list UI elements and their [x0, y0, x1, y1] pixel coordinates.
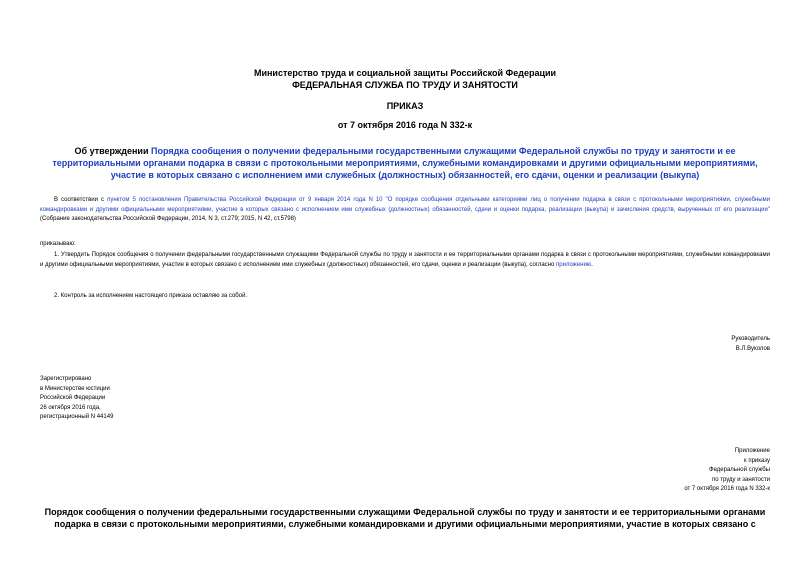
order-word: приказываю:	[40, 241, 76, 247]
appendix-line-5: от 7 октября 2016 года N 332-к	[684, 486, 770, 492]
preamble-prefix: В соответствии с	[54, 197, 108, 203]
registration-block	[40, 375, 113, 423]
signer-position: Руководитель	[731, 336, 770, 342]
title-link[interactable]: Порядка сообщения о получении федеральными государственными служащими Федеральной службы по труду и занятости и ее территориальными органами подарка в связи с протокольными мероприятиями, служебными командировками и другими официальными мероприятиями, участие в которых связано с исполнением ими служебных (должностных) обязанностей, его сдачи, оценки и реализации (выкупа)	[52, 146, 758, 180]
service-name: ФЕДЕРАЛЬНАЯ СЛУЖБА ПО ТРУДУ И ЗАНЯТОСТИ	[292, 80, 518, 90]
clause-1-text: 1. Утвердить Порядок сообщения о получении федеральными государственными служащими Федеральной службы по труду и занятости и ее территориальными органами подарка в связи с протокольными мероприятиями, служебными командировками и другими официальными мероприятиями, участие в которых связано с исполнением ими служебных (должностных) обязанностей, его сдачи, оценки и реализации (выкупа), согласно	[40, 252, 770, 268]
signer-block	[731, 335, 770, 354]
preamble-paragraph	[40, 196, 770, 225]
order-title-line-2: подарка в связи с протокольными мероприятиями, служебными командировками и другими официальными мероприятиями, участие в которых связано с	[54, 519, 756, 529]
document-date: от 7 октября 2016 года N 332-к	[337, 120, 473, 130]
order-title	[40, 506, 770, 530]
registration-line-2: в Министерстве юстиции	[40, 385, 110, 392]
ministry-name: Министерство труда и социальной защиты Российской Федерации	[253, 68, 557, 78]
document-type: ПРИКАЗ	[386, 101, 424, 111]
appendix-block	[684, 447, 770, 495]
appendix-line-4: по труду и занятости	[711, 476, 770, 483]
clause-1-end: .	[591, 261, 593, 268]
registration-line-1: Зарегистрировано	[40, 376, 92, 382]
appendix-line-3: Федеральной службы	[709, 467, 770, 473]
registration-line-3: Российской Федерации	[40, 395, 106, 401]
registration-line-5: регистрационный N 44149	[40, 414, 114, 420]
registration-line-4: 26 октября 2016 года,	[40, 404, 101, 411]
preamble-suffix: (Собрание законодательства Российской Федерации, 2014, N 3, ст.279; 2015, N 42, ст.5798)	[40, 216, 296, 222]
document-header	[40, 67, 770, 91]
appendix-line-2: к приказу	[744, 457, 770, 464]
decree-link[interactable]: пунктом 5 постановления Правительства Российской Федерации от 9 января 2014 года N 10 "О порядке сообщения отдельными категориями лиц о получении подарка в связи с протокольными мероприятиями, служебными командировками и другими официальными мероприятиями, участие в которых связано с исполнением ими служебных (должностных) обязанностей, сдачи и оценки подарка, реализации (выкупа) и зачисления средств, вырученных от его реализации"	[40, 197, 770, 213]
document-title	[40, 145, 770, 181]
appendix-line-1: Приложение	[734, 448, 770, 454]
clause-2: 2. Контроль за исполнением настоящего приказа оставляю за собой.	[54, 293, 248, 299]
order-title-line-1: Порядок сообщения о получении федеральными государственными служащими Федеральной службы по труду и занятости и ее территориальными органами	[44, 507, 766, 517]
title-prefix: Об утверждении	[74, 146, 151, 156]
signer-name: В.Л.Вуколов	[735, 345, 770, 352]
clause-1	[40, 251, 770, 270]
appendix-link[interactable]: приложению	[556, 261, 592, 268]
